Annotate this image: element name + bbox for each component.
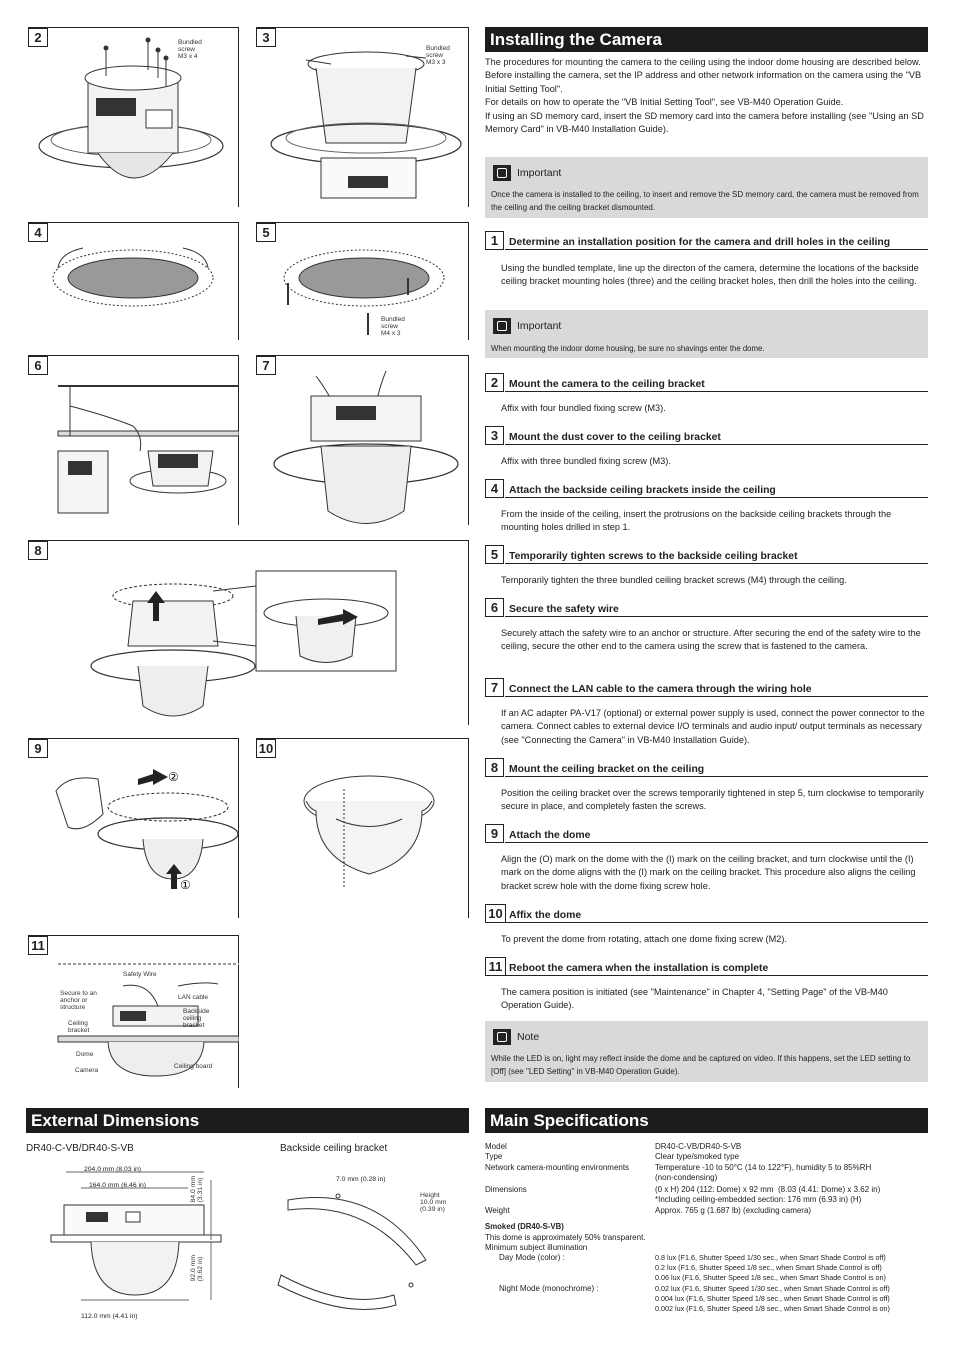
intro-line: The procedures for mounting the camera to the ceiling using the indoor dome housing are described below. <box>485 57 921 67</box>
step-5 <box>485 545 928 595</box>
intro-line: Before installing the camera, set the IP address and other network information on the camera using the "VB Initial Setting Tool". <box>485 70 922 94</box>
step-number: 3 <box>485 426 504 445</box>
intro-line: If using an SD memory card, insert the SD memory card into the camera before installing (see "Using an SD Memory Card" in VB-M40 Installation Guide). <box>485 110 924 135</box>
bracket-label: Backside ceiling bracket <box>280 1143 388 1154</box>
label-camera: Camera <box>75 1067 99 1074</box>
dim-112: 112.0 mm (4.41 in) <box>81 1313 138 1320</box>
step-body: Securely attach the safety wire to an anchor or structure. After securing the end of the safety wire to the ceiling, secure the other end to the camera using the screw that is fastened to the camera. <box>501 628 921 652</box>
step-number: 11 <box>485 957 506 976</box>
figure-step-8 <box>28 540 469 725</box>
ceiling-bracket-illustration <box>28 541 469 726</box>
step-title: Mount the dust cover to the ceiling bracket <box>509 432 721 443</box>
lan-cable-illustration <box>256 356 469 526</box>
step-body: Affix with four bundled fixing screw (M3). <box>501 403 666 413</box>
step-number: 7 <box>485 678 504 697</box>
installing-intro <box>485 56 930 136</box>
spec-label: Model <box>485 1142 507 1151</box>
external-title: External Dimensions <box>26 1108 469 1133</box>
step-3 <box>485 426 928 476</box>
step-title: Affix the dome <box>509 910 582 921</box>
spec-value: Temperature -10 to 50°C (14 to 122°F), humidity 5 to 85%RH (non-condensing) <box>655 1163 872 1182</box>
label-ceiling-board: Ceiling board <box>174 1063 213 1070</box>
ceiling-screws-illustration <box>256 223 469 341</box>
step-body: Position the ceiling bracket over the screws temporarily tightened in step 5, turn clockwise to temporarily secure in place, and completely fasten the screws. <box>501 788 924 812</box>
smoked-heading: Smoked (DR40-S-VB) <box>485 1222 564 1231</box>
figure-number: 11 <box>28 936 48 955</box>
spec-value: (0 x H) 204 (112: Dome) x 92 mm (8.03 (4.41: Dome) x 3.62 in) *Including ceiling-embedded section: 176 mm (6.93 in) (H) <box>655 1185 881 1204</box>
figure-number: 9 <box>28 739 48 758</box>
dim-204: 204.0 mm (8.03 in) <box>84 1166 142 1173</box>
important-label: Important <box>517 167 562 179</box>
spec-row-type <box>485 1152 930 1162</box>
dim-84: 84.0 mm (3.31 in) <box>190 1176 204 1203</box>
figure-number: 8 <box>28 541 48 560</box>
step-6 <box>485 598 928 673</box>
step-number: 10 <box>485 904 506 923</box>
note-icon <box>493 1029 511 1045</box>
spec-value: DR40-C-VB/DR40-S-VB <box>655 1142 742 1151</box>
label-backside-bracket: Backside ceiling bracket <box>183 1008 210 1029</box>
spec-row-model <box>485 1142 930 1152</box>
step-body: Affix with three bundled fixing screw (M3). <box>501 456 671 466</box>
step-number: 2 <box>485 373 504 392</box>
step-title: Secure the safety wire <box>509 604 619 615</box>
step-10 <box>485 904 928 954</box>
figure-step-3 <box>256 27 469 207</box>
night-mode-label: Night Mode (monochrome) : <box>499 1284 599 1293</box>
step-title: Attach the backside ceiling brackets inside the ceiling <box>509 485 776 496</box>
important-box <box>485 310 928 358</box>
figure-step-6 <box>28 355 239 525</box>
step-number: 6 <box>485 598 504 617</box>
step-2 <box>485 373 928 423</box>
label-dome: Dome <box>76 1051 94 1058</box>
figure-step-7 <box>256 355 469 525</box>
spec-row-dimensions <box>485 1185 930 1204</box>
figure-step-2 <box>28 27 239 207</box>
figure-number: 4 <box>28 223 48 242</box>
figure-number: 5 <box>256 223 276 242</box>
night-mode-value: 0.02 lux (F1.6, Shutter Speed 1/30 sec., when Smart Shade Control is off) <box>655 1284 890 1293</box>
spec-row-environment <box>485 1163 930 1182</box>
model-label: DR40-C-VB/DR40-S-VB <box>26 1143 134 1154</box>
night-mode-value: 0.004 lux (F1.6, Shutter Speed 1/8 sec., when Smart Shade Control is off) <box>655 1294 890 1303</box>
dim-92: 92.0 mm (3.62 in) <box>190 1255 204 1282</box>
spec-value: Clear type/smoked type <box>655 1152 740 1161</box>
day-mode-label: Day Mode (color) : <box>499 1253 565 1262</box>
step-title: Temporarily tighten screws to the backside ceiling bracket <box>509 551 798 562</box>
important-text: When mounting the indoor dome housing, be sure no shavings enter the dome. <box>491 344 765 353</box>
step-body: To prevent the dome from rotating, attach one dome fixing screw (M2). <box>501 934 787 944</box>
figure-step-11 <box>28 935 239 1088</box>
step-title: Attach the dome <box>509 830 591 841</box>
dim-height: Height 10.0 mm (0.39 in) <box>420 1192 447 1213</box>
spec-value: Approx. 765 g (1.687 lb) (excluding camera) <box>655 1206 812 1215</box>
step-body: Align the (O) mark on the dome with the (I) mark on the ceiling bracket, and turn clockwise until the (I) mark on the dome aligns with the (I) mark on the ceiling bracket. This procedure also aligns the ceiling bracket screw hole with the dome fixing screw hole. <box>501 854 916 891</box>
step-7 <box>485 678 928 753</box>
figure-step-4 <box>28 222 239 340</box>
step-title: Connect the LAN cable to the camera through the wiring hole <box>509 684 812 695</box>
step-11 <box>485 957 928 1017</box>
figure-label: Bundled screw M3 x 4 <box>178 39 202 60</box>
figure-number: 7 <box>256 356 276 375</box>
note-box <box>485 1021 928 1082</box>
label-anchor: Secure to an anchor or structure <box>60 990 97 1011</box>
smoked-line: Minimum subject illumination <box>485 1243 588 1252</box>
step-body: From the inside of the ceiling, insert the protrusions on the backside ceiling brackets through the mounting holes drilled in step 1. <box>501 509 892 533</box>
note-text: While the LED is on, light may reflect inside the dome and be captured on video. If this happens, set the LED setting to [Off] (see "LED Setting" in VB-M40 Operation Guide). <box>491 1054 911 1076</box>
smoked-line: This dome is approximately 50% transparent. <box>485 1233 646 1242</box>
night-mode-value: 0.002 lux (F1.6, Shutter Speed 1/8 sec., when Smart Shade Control is on) <box>655 1304 890 1313</box>
day-mode-value: 0.2 lux (F1.6, Shutter Speed 1/8 sec., when Smart Shade Control is off) <box>655 1263 882 1272</box>
label-lan-cable: LAN cable <box>178 994 208 1001</box>
step-title: Mount the ceiling bracket on the ceiling <box>509 764 705 775</box>
note-label: Note <box>517 1031 540 1043</box>
camera-mount-illustration <box>28 28 239 208</box>
spec-label: Dimensions <box>485 1185 527 1194</box>
figure-step-5 <box>256 222 469 340</box>
step-title: Determine an installation position for the camera and drill holes in the ceiling <box>509 237 891 248</box>
day-mode-value: 0.06 lux (F1.6, Shutter Speed 1/8 sec., when Smart Shade Control is on) <box>655 1273 886 1282</box>
safety-wire-illustration <box>28 356 239 526</box>
step-title: Reboot the camera when the installation is complete <box>509 963 769 974</box>
step-number: 5 <box>485 545 504 564</box>
backside-bracket-illustration <box>28 223 239 341</box>
figure-step-9 <box>28 738 239 918</box>
figure-number: 10 <box>256 739 276 758</box>
important-label: Important <box>517 320 562 332</box>
step-number: 4 <box>485 479 504 498</box>
marker-2: ② <box>168 770 179 784</box>
step-body: If an AC adapter PA-V17 (optional) or external power supply is used, connect the power connector to the camera. Connect cables to external device I/O terminals and audio input/ output terminals as necessary (see "Connecting the Camera" in VB-M40 Installation Guide). <box>501 708 925 745</box>
figure-number: 3 <box>256 28 276 47</box>
step-9 <box>485 824 928 899</box>
figure-step-10 <box>256 738 469 918</box>
figure-label: Bundled screw M3 x 3 <box>426 45 450 66</box>
spec-label: Weight <box>485 1206 510 1215</box>
label-ceiling-bracket: Ceiling bracket <box>68 1020 90 1034</box>
step-4 <box>485 479 928 541</box>
step-number: 9 <box>485 824 504 843</box>
step-number: 8 <box>485 758 504 777</box>
spec-label: Network camera-mounting environments <box>485 1163 630 1172</box>
figure-number: 2 <box>28 28 48 47</box>
step-title: Mount the camera to the ceiling bracket <box>509 379 705 390</box>
step-body: Using the bundled template, line up the directon of the camera, determine the locations of the backside ceiling bracket mounting holes (three) and the ceiling bracket holes, then drill the holes into the ceiling. <box>501 263 919 287</box>
important-box <box>485 157 928 218</box>
dimension-drawing <box>26 1160 466 1335</box>
spec-row-weight <box>485 1206 930 1216</box>
step-number: 1 <box>485 231 504 250</box>
step-8 <box>485 758 928 820</box>
dim-164: 164.0 mm (6.46 in) <box>89 1182 147 1189</box>
important-text: Once the camera is installed to the ceiling, to insert and remove the SD memory card, the camera must be removed from the ceiling and the ceiling bracket dismounted. <box>491 190 919 212</box>
intro-line: For details on how to operate the "VB Initial Setting Tool", see VB-M40 Operation Guide. <box>485 97 844 108</box>
important-icon <box>493 318 511 334</box>
step-body: The camera position is initiated (see "Maintenance" in Chapter 4, "Setting Page" of the VB-M40 Operation Guide). <box>501 987 888 1011</box>
step-body: Temporarily tighten the three bundled ceiling bracket screws (M4) through the ceiling. <box>501 575 847 585</box>
dust-cover-illustration <box>256 28 469 208</box>
figure-number: 6 <box>28 356 48 375</box>
attach-dome-illustration <box>28 739 239 919</box>
label-safety-wire: Safety Wire <box>123 971 157 978</box>
dim-7: 7.0 mm (0.28 in) <box>336 1176 386 1183</box>
installing-title: Installing the Camera <box>485 27 928 52</box>
step-1 <box>485 231 928 306</box>
specs-title: Main Specifications <box>485 1108 928 1133</box>
marker-1: ① <box>180 878 191 892</box>
figure-label: Bundled screw M4 x 3 <box>381 316 405 337</box>
affix-dome-illustration <box>256 739 469 919</box>
spec-label: Type <box>485 1152 503 1161</box>
day-mode-value: 0.8 lux (F1.6, Shutter Speed 1/30 sec., when Smart Shade Control is off) <box>655 1253 886 1262</box>
important-icon <box>493 165 511 181</box>
